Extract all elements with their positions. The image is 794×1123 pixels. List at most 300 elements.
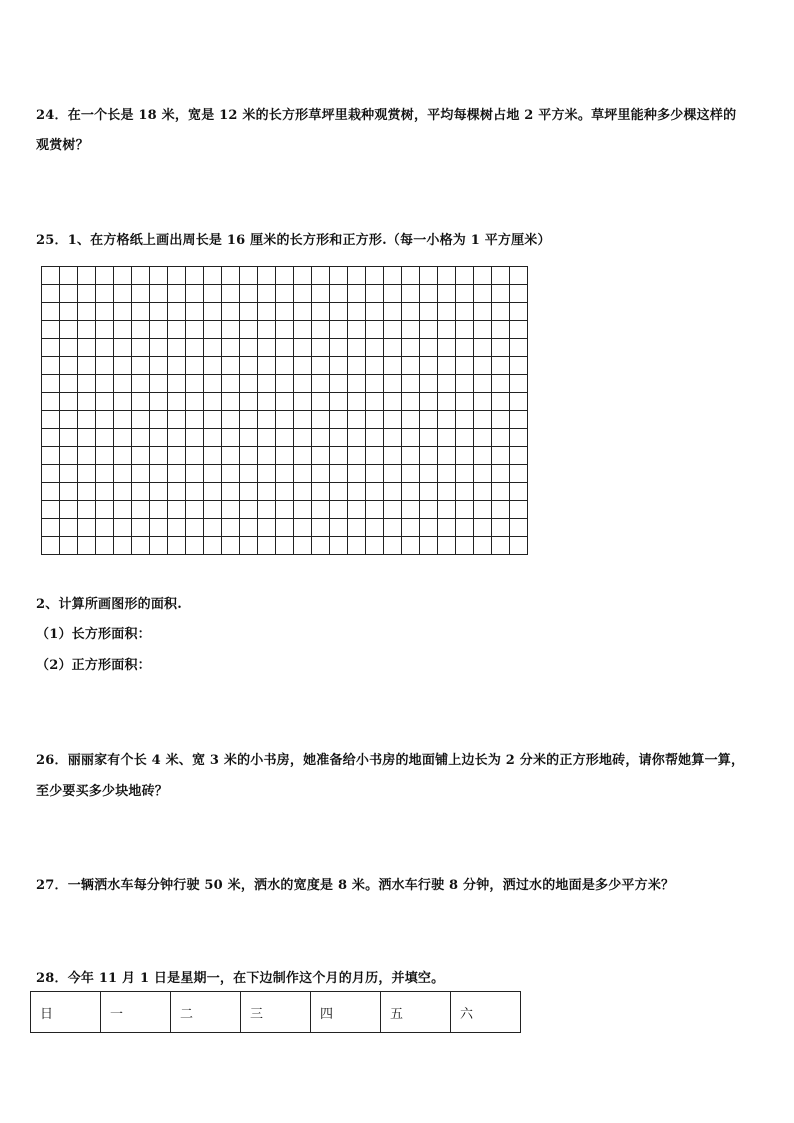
grid-cell[interactable] — [114, 339, 132, 357]
grid-cell[interactable] — [240, 483, 258, 501]
grid-cell[interactable] — [294, 537, 312, 555]
grid-cell[interactable] — [456, 285, 474, 303]
grid-cell[interactable] — [420, 321, 438, 339]
grid-cell[interactable] — [276, 501, 294, 519]
grid-cell[interactable] — [438, 303, 456, 321]
grid-cell[interactable] — [438, 267, 456, 285]
grid-cell[interactable] — [492, 393, 510, 411]
grid-cell[interactable] — [258, 429, 276, 447]
grid-cell[interactable] — [114, 267, 132, 285]
grid-cell[interactable] — [204, 411, 222, 429]
grid-cell[interactable] — [150, 465, 168, 483]
grid-cell[interactable] — [258, 519, 276, 537]
square-grid-paper[interactable] — [41, 266, 528, 555]
grid-cell[interactable] — [420, 429, 438, 447]
grid-cell[interactable] — [204, 501, 222, 519]
grid-cell[interactable] — [510, 465, 528, 483]
grid-cell[interactable] — [510, 393, 528, 411]
grid-cell[interactable] — [492, 429, 510, 447]
grid-cell[interactable] — [150, 267, 168, 285]
grid-cell[interactable] — [240, 429, 258, 447]
grid-cell[interactable] — [456, 303, 474, 321]
grid-cell[interactable] — [312, 285, 330, 303]
grid-cell[interactable] — [510, 519, 528, 537]
grid-cell[interactable] — [114, 411, 132, 429]
grid-cell[interactable] — [330, 465, 348, 483]
grid-cell[interactable] — [402, 285, 420, 303]
grid-cell[interactable] — [294, 411, 312, 429]
grid-cell[interactable] — [240, 537, 258, 555]
grid-cell[interactable] — [96, 321, 114, 339]
grid-cell[interactable] — [258, 483, 276, 501]
grid-cell[interactable] — [456, 483, 474, 501]
grid-cell[interactable] — [78, 465, 96, 483]
grid-cell[interactable] — [78, 375, 96, 393]
grid-cell[interactable] — [222, 285, 240, 303]
grid-cell[interactable] — [312, 321, 330, 339]
grid-cell[interactable] — [132, 537, 150, 555]
grid-cell[interactable] — [366, 429, 384, 447]
grid-cell[interactable] — [276, 465, 294, 483]
grid-cell[interactable] — [402, 465, 420, 483]
grid-cell[interactable] — [456, 465, 474, 483]
grid-cell[interactable] — [294, 465, 312, 483]
grid-cell[interactable] — [114, 375, 132, 393]
grid-cell[interactable] — [42, 375, 60, 393]
grid-cell[interactable] — [204, 537, 222, 555]
grid-cell[interactable] — [96, 465, 114, 483]
grid-cell[interactable] — [276, 375, 294, 393]
grid-cell[interactable] — [204, 375, 222, 393]
grid-cell[interactable] — [222, 537, 240, 555]
grid-cell[interactable] — [168, 357, 186, 375]
grid-cell[interactable] — [330, 321, 348, 339]
grid-cell[interactable] — [168, 483, 186, 501]
grid-cell[interactable] — [42, 321, 60, 339]
grid-cell[interactable] — [168, 465, 186, 483]
grid-cell[interactable] — [114, 321, 132, 339]
grid-cell[interactable] — [96, 339, 114, 357]
grid-cell[interactable] — [60, 375, 78, 393]
grid-cell[interactable] — [402, 357, 420, 375]
grid-cell[interactable] — [168, 519, 186, 537]
grid-cell[interactable] — [420, 267, 438, 285]
grid-cell[interactable] — [420, 465, 438, 483]
grid-cell[interactable] — [276, 393, 294, 411]
grid-cell[interactable] — [492, 303, 510, 321]
grid-cell[interactable] — [420, 411, 438, 429]
grid-cell[interactable] — [204, 303, 222, 321]
grid-cell[interactable] — [240, 501, 258, 519]
grid-cell[interactable] — [348, 429, 366, 447]
grid-cell[interactable] — [42, 537, 60, 555]
grid-cell[interactable] — [186, 285, 204, 303]
grid-cell[interactable] — [96, 375, 114, 393]
grid-cell[interactable] — [366, 339, 384, 357]
grid-cell[interactable] — [168, 447, 186, 465]
grid-cell[interactable] — [60, 429, 78, 447]
grid-cell[interactable] — [240, 339, 258, 357]
grid-cell[interactable] — [312, 393, 330, 411]
grid-cell[interactable] — [510, 339, 528, 357]
grid-cell[interactable] — [330, 285, 348, 303]
grid-cell[interactable] — [294, 429, 312, 447]
grid-cell[interactable] — [132, 465, 150, 483]
grid-cell[interactable] — [132, 375, 150, 393]
grid-cell[interactable] — [402, 339, 420, 357]
grid-cell[interactable] — [438, 447, 456, 465]
grid-cell[interactable] — [474, 429, 492, 447]
grid-cell[interactable] — [240, 465, 258, 483]
grid-cell[interactable] — [96, 537, 114, 555]
grid-cell[interactable] — [78, 321, 96, 339]
grid-cell[interactable] — [186, 411, 204, 429]
grid-cell[interactable] — [384, 303, 402, 321]
grid-cell[interactable] — [384, 519, 402, 537]
grid-cell[interactable] — [78, 519, 96, 537]
grid-cell[interactable] — [42, 393, 60, 411]
grid-cell[interactable] — [330, 483, 348, 501]
grid-cell[interactable] — [510, 501, 528, 519]
grid-cell[interactable] — [438, 375, 456, 393]
grid-cell[interactable] — [402, 393, 420, 411]
grid-cell[interactable] — [420, 357, 438, 375]
grid-cell[interactable] — [420, 285, 438, 303]
grid-cell[interactable] — [330, 267, 348, 285]
grid-cell[interactable] — [384, 411, 402, 429]
grid-cell[interactable] — [240, 321, 258, 339]
grid-cell[interactable] — [78, 537, 96, 555]
grid-cell[interactable] — [168, 303, 186, 321]
grid-cell[interactable] — [78, 285, 96, 303]
grid-cell[interactable] — [402, 303, 420, 321]
grid-cell[interactable] — [258, 339, 276, 357]
grid-cell[interactable] — [240, 357, 258, 375]
grid-cell[interactable] — [204, 483, 222, 501]
grid-cell[interactable] — [96, 519, 114, 537]
grid-cell[interactable] — [258, 537, 276, 555]
grid-cell[interactable] — [330, 303, 348, 321]
grid-cell[interactable] — [150, 519, 168, 537]
grid-cell[interactable] — [96, 429, 114, 447]
grid-cell[interactable] — [42, 411, 60, 429]
grid-cell[interactable] — [312, 411, 330, 429]
grid-cell[interactable] — [438, 411, 456, 429]
grid-cell[interactable] — [492, 465, 510, 483]
grid-cell[interactable] — [150, 483, 168, 501]
grid-cell[interactable] — [366, 537, 384, 555]
grid-cell[interactable] — [114, 357, 132, 375]
grid-cell[interactable] — [186, 321, 204, 339]
grid-cell[interactable] — [168, 285, 186, 303]
grid-cell[interactable] — [204, 429, 222, 447]
grid-cell[interactable] — [474, 519, 492, 537]
grid-cell[interactable] — [42, 501, 60, 519]
grid-cell[interactable] — [456, 375, 474, 393]
grid-cell[interactable] — [366, 321, 384, 339]
grid-cell[interactable] — [474, 267, 492, 285]
grid-cell[interactable] — [312, 465, 330, 483]
grid-cell[interactable] — [258, 393, 276, 411]
grid-cell[interactable] — [330, 501, 348, 519]
grid-cell[interactable] — [168, 429, 186, 447]
grid-cell[interactable] — [492, 519, 510, 537]
grid-cell[interactable] — [456, 501, 474, 519]
grid-cell[interactable] — [258, 411, 276, 429]
grid-cell[interactable] — [132, 303, 150, 321]
grid-cell[interactable] — [132, 321, 150, 339]
grid-cell[interactable] — [294, 339, 312, 357]
grid-cell[interactable] — [366, 483, 384, 501]
grid-cell[interactable] — [186, 501, 204, 519]
grid-cell[interactable] — [420, 501, 438, 519]
grid-cell[interactable] — [96, 393, 114, 411]
grid-cell[interactable] — [132, 285, 150, 303]
grid-cell[interactable] — [132, 519, 150, 537]
grid-cell[interactable] — [276, 267, 294, 285]
grid-cell[interactable] — [204, 465, 222, 483]
grid-cell[interactable] — [474, 393, 492, 411]
grid-cell[interactable] — [474, 411, 492, 429]
grid-cell[interactable] — [60, 519, 78, 537]
grid-cell[interactable] — [348, 393, 366, 411]
grid-cell[interactable] — [492, 537, 510, 555]
grid-cell[interactable] — [258, 375, 276, 393]
grid-cell[interactable] — [114, 501, 132, 519]
grid-cell[interactable] — [474, 321, 492, 339]
grid-cell[interactable] — [96, 483, 114, 501]
grid-cell[interactable] — [348, 411, 366, 429]
grid-cell[interactable] — [312, 357, 330, 375]
grid-cell[interactable] — [78, 483, 96, 501]
grid-cell[interactable] — [78, 393, 96, 411]
grid-cell[interactable] — [276, 537, 294, 555]
grid-cell[interactable] — [366, 465, 384, 483]
grid-cell[interactable] — [474, 501, 492, 519]
grid-cell[interactable] — [96, 501, 114, 519]
grid-cell[interactable] — [420, 447, 438, 465]
grid-cell[interactable] — [42, 267, 60, 285]
grid-cell[interactable] — [114, 285, 132, 303]
grid-cell[interactable] — [60, 267, 78, 285]
grid-cell[interactable] — [420, 339, 438, 357]
grid-cell[interactable] — [456, 267, 474, 285]
grid-cell[interactable] — [348, 447, 366, 465]
grid-cell[interactable] — [420, 537, 438, 555]
grid-cell[interactable] — [222, 357, 240, 375]
grid-cell[interactable] — [114, 465, 132, 483]
grid-cell[interactable] — [294, 393, 312, 411]
grid-cell[interactable] — [294, 303, 312, 321]
grid-cell[interactable] — [276, 447, 294, 465]
grid-cell[interactable] — [258, 285, 276, 303]
grid-cell[interactable] — [492, 285, 510, 303]
grid-cell[interactable] — [348, 267, 366, 285]
grid-cell[interactable] — [366, 357, 384, 375]
grid-cell[interactable] — [294, 501, 312, 519]
grid-cell[interactable] — [60, 357, 78, 375]
grid-cell[interactable] — [366, 267, 384, 285]
grid-cell[interactable] — [222, 483, 240, 501]
grid-cell[interactable] — [240, 411, 258, 429]
grid-cell[interactable] — [402, 411, 420, 429]
grid-cell[interactable] — [312, 339, 330, 357]
grid-cell[interactable] — [150, 303, 168, 321]
grid-cell[interactable] — [132, 483, 150, 501]
grid-cell[interactable] — [168, 411, 186, 429]
grid-cell[interactable] — [366, 285, 384, 303]
grid-cell[interactable] — [366, 519, 384, 537]
grid-cell[interactable] — [222, 429, 240, 447]
grid-cell[interactable] — [114, 393, 132, 411]
grid-cell[interactable] — [402, 447, 420, 465]
grid-cell[interactable] — [78, 357, 96, 375]
grid-cell[interactable] — [438, 465, 456, 483]
grid-cell[interactable] — [510, 357, 528, 375]
grid-cell[interactable] — [258, 465, 276, 483]
grid-cell[interactable] — [186, 303, 204, 321]
grid-cell[interactable] — [366, 393, 384, 411]
grid-cell[interactable] — [96, 411, 114, 429]
grid-cell[interactable] — [294, 519, 312, 537]
grid-cell[interactable] — [222, 321, 240, 339]
grid-cell[interactable] — [510, 321, 528, 339]
grid-cell[interactable] — [492, 501, 510, 519]
grid-cell[interactable] — [348, 537, 366, 555]
grid-cell[interactable] — [42, 483, 60, 501]
grid-cell[interactable] — [276, 285, 294, 303]
grid-cell[interactable] — [402, 375, 420, 393]
grid-cell[interactable] — [186, 483, 204, 501]
grid-cell[interactable] — [294, 267, 312, 285]
grid-cell[interactable] — [312, 519, 330, 537]
grid-cell[interactable] — [276, 483, 294, 501]
grid-cell[interactable] — [492, 447, 510, 465]
grid-cell[interactable] — [330, 375, 348, 393]
grid-cell[interactable] — [114, 447, 132, 465]
grid-cell[interactable] — [78, 303, 96, 321]
grid-cell[interactable] — [240, 519, 258, 537]
grid-cell[interactable] — [60, 465, 78, 483]
grid-cell[interactable] — [366, 303, 384, 321]
grid-cell[interactable] — [204, 393, 222, 411]
grid-cell[interactable] — [294, 285, 312, 303]
grid-cell[interactable] — [186, 429, 204, 447]
grid-cell[interactable] — [420, 393, 438, 411]
grid-cell[interactable] — [438, 321, 456, 339]
grid-cell[interactable] — [384, 285, 402, 303]
grid-cell[interactable] — [474, 447, 492, 465]
grid-cell[interactable] — [438, 501, 456, 519]
grid-cell[interactable] — [114, 429, 132, 447]
grid-cell[interactable] — [384, 537, 402, 555]
grid-cell[interactable] — [312, 375, 330, 393]
grid-cell[interactable] — [510, 411, 528, 429]
grid-cell[interactable] — [438, 537, 456, 555]
grid-cell[interactable] — [366, 375, 384, 393]
grid-cell[interactable] — [168, 375, 186, 393]
grid-cell[interactable] — [168, 537, 186, 555]
grid-cell[interactable] — [330, 339, 348, 357]
grid-cell[interactable] — [168, 321, 186, 339]
grid-cell[interactable] — [60, 483, 78, 501]
grid-cell[interactable] — [492, 357, 510, 375]
grid-cell[interactable] — [402, 483, 420, 501]
grid-cell[interactable] — [240, 303, 258, 321]
grid-cell[interactable] — [240, 375, 258, 393]
grid-cell[interactable] — [42, 429, 60, 447]
grid-cell[interactable] — [150, 357, 168, 375]
grid-cell[interactable] — [456, 447, 474, 465]
grid-cell[interactable] — [222, 465, 240, 483]
grid-cell[interactable] — [168, 267, 186, 285]
grid-cell[interactable] — [456, 321, 474, 339]
grid-cell[interactable] — [222, 393, 240, 411]
grid-cell[interactable] — [60, 501, 78, 519]
grid-cell[interactable] — [150, 285, 168, 303]
grid-cell[interactable] — [96, 285, 114, 303]
grid-cell[interactable] — [384, 393, 402, 411]
grid-cell[interactable] — [312, 447, 330, 465]
grid-cell[interactable] — [240, 447, 258, 465]
grid-cell[interactable] — [168, 501, 186, 519]
grid-cell[interactable] — [222, 411, 240, 429]
grid-cell[interactable] — [168, 393, 186, 411]
grid-cell[interactable] — [114, 519, 132, 537]
grid-cell[interactable] — [492, 411, 510, 429]
grid-cell[interactable] — [42, 447, 60, 465]
grid-cell[interactable] — [78, 447, 96, 465]
grid-cell[interactable] — [366, 447, 384, 465]
grid-cell[interactable] — [456, 519, 474, 537]
grid-cell[interactable] — [258, 357, 276, 375]
grid-cell[interactable] — [60, 447, 78, 465]
grid-cell[interactable] — [96, 267, 114, 285]
grid-cell[interactable] — [186, 339, 204, 357]
grid-cell[interactable] — [348, 339, 366, 357]
grid-cell[interactable] — [474, 303, 492, 321]
grid-cell[interactable] — [420, 483, 438, 501]
grid-cell[interactable] — [474, 357, 492, 375]
grid-cell[interactable] — [384, 339, 402, 357]
grid-cell[interactable] — [150, 321, 168, 339]
grid-cell[interactable] — [366, 501, 384, 519]
grid-cell[interactable] — [60, 339, 78, 357]
grid-cell[interactable] — [276, 339, 294, 357]
grid-cell[interactable] — [348, 357, 366, 375]
grid-cell[interactable] — [510, 303, 528, 321]
grid-cell[interactable] — [186, 537, 204, 555]
grid-cell[interactable] — [60, 321, 78, 339]
grid-cell[interactable] — [132, 267, 150, 285]
grid-cell[interactable] — [132, 447, 150, 465]
grid-cell[interactable] — [276, 519, 294, 537]
grid-cell[interactable] — [330, 429, 348, 447]
grid-cell[interactable] — [132, 357, 150, 375]
grid-cell[interactable] — [384, 357, 402, 375]
grid-cell[interactable] — [222, 519, 240, 537]
grid-cell[interactable] — [222, 267, 240, 285]
grid-cell[interactable] — [492, 321, 510, 339]
grid-cell[interactable] — [204, 519, 222, 537]
grid-cell[interactable] — [186, 519, 204, 537]
grid-cell[interactable] — [438, 483, 456, 501]
grid-cell[interactable] — [330, 393, 348, 411]
grid-cell[interactable] — [474, 465, 492, 483]
grid-cell[interactable] — [294, 483, 312, 501]
grid-cell[interactable] — [204, 357, 222, 375]
grid-cell[interactable] — [348, 519, 366, 537]
